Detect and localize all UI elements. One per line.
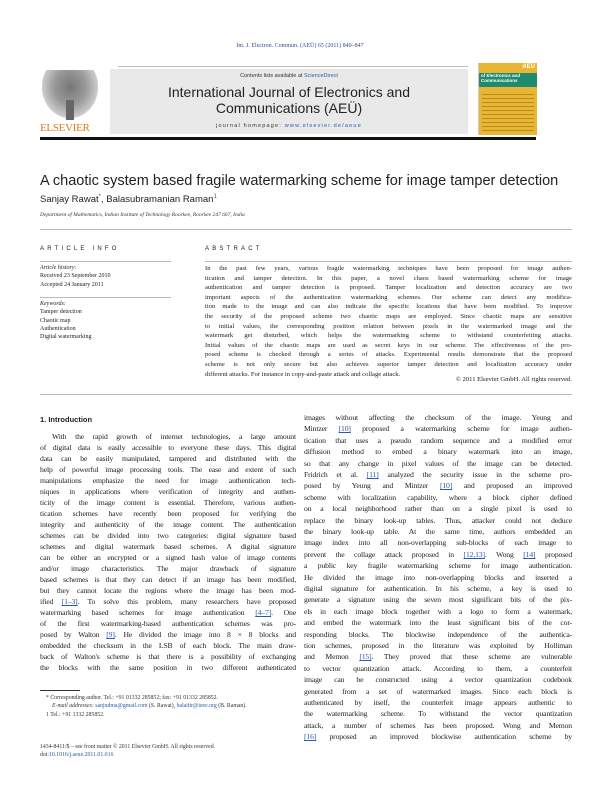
abstract-line: posed scheme is checked through a series of attacks. Experimental results demonstrate that the proposed xyxy=(205,351,572,359)
text-run: diffusion method to embed a binary watermark into an image, xyxy=(304,447,572,457)
text-run: tication that uses a pseudo random sequence and a modified error xyxy=(304,435,572,445)
text-line xyxy=(40,476,296,486)
keyword: Tamper detection xyxy=(40,309,82,316)
text-run: . One xyxy=(271,608,296,617)
citation-link[interactable]: [1–3] xyxy=(61,597,78,606)
text-run: els in each image block together with a logo to form a watermark, xyxy=(304,606,572,616)
citation-link[interactable]: [14] xyxy=(523,549,536,559)
text-line xyxy=(304,630,572,640)
text-run: image index into all non-overlapping sub-blocks of each image to xyxy=(304,538,572,548)
text-line xyxy=(304,436,572,446)
abstract-line: scheme is not only secure but also achieves superior tamper detection and localization accuracy under xyxy=(205,361,572,368)
text-line xyxy=(40,542,296,552)
text-line xyxy=(40,509,296,519)
abstract-line: to initial values, the corresponding position relation between pixels in the watermarked image and the xyxy=(205,322,572,330)
homepage-label: journal homepage: xyxy=(216,123,285,129)
citation-link[interactable]: [9] xyxy=(106,630,115,639)
divider xyxy=(40,261,171,262)
text-line xyxy=(304,516,572,526)
text-run: manipulations emphasize the need for image authentication tech- xyxy=(40,476,296,485)
journal-cover-image xyxy=(478,63,537,135)
text-line xyxy=(304,687,572,697)
accepted-date: Accepted 24 January 2011 xyxy=(40,281,104,288)
text-line xyxy=(304,664,572,674)
text-run: tication schemes have recently been proposed for verifying the xyxy=(40,509,296,518)
divider xyxy=(40,297,171,298)
footnote-mark[interactable]: 1 xyxy=(213,194,217,200)
author-name: Sanjay Rawat xyxy=(40,194,99,206)
footnote-divider xyxy=(40,690,80,691)
email-link[interactable]: balaiitr@ieee.org xyxy=(176,703,217,709)
text-line xyxy=(304,721,572,731)
homepage-link[interactable]: www.elsevier.de/aeue xyxy=(284,123,362,129)
contents-line xyxy=(110,73,468,79)
header-bar xyxy=(40,137,536,140)
journal-title xyxy=(110,84,468,116)
text-line xyxy=(304,493,572,503)
text-line xyxy=(40,597,296,607)
text-line xyxy=(40,454,296,464)
email-link[interactable]: sanjudma@gmail.com xyxy=(95,703,148,709)
journal-title-line1: International Journal of Electronics and xyxy=(167,84,411,100)
text-run: data can be easily manipulated, tampered and distributed with the xyxy=(40,454,296,463)
text-run: authenticated by itself, the counterfeit image appears authentic to xyxy=(304,698,572,707)
text-run: help of powerful image processing tools. The ease and extent of such xyxy=(40,465,296,474)
text-run: niques in applications where verification of integrity and authen- xyxy=(40,487,296,496)
text-run: back of Walton's scheme is that there is a possibility of exchanging xyxy=(40,652,296,661)
article-info-heading: ARTICLE INFO xyxy=(40,246,120,252)
doi-label: doi: xyxy=(40,752,50,758)
text-run: responding blocks. The blockwise independence of the authentica- xyxy=(304,629,572,639)
citation-link[interactable]: [12,13] xyxy=(463,549,485,559)
abstract-line: watermark get disturbed, which helps the watermarking scheme to withstand counterfeiting attacks. xyxy=(205,332,572,340)
journal-homepage xyxy=(110,123,468,129)
text-line xyxy=(40,553,296,563)
text-run: the watermarking scheme. To withstand the vector quantization xyxy=(304,709,572,719)
corresponding-mark[interactable]: * xyxy=(98,194,101,200)
header-divider xyxy=(118,66,468,67)
received-date: Received 23 September 2010 xyxy=(40,273,111,280)
text-line xyxy=(304,652,572,662)
keywords xyxy=(40,300,91,341)
text-line xyxy=(304,675,572,685)
keyword: Chaotic map xyxy=(40,317,71,324)
abstract-line: important aspects of the authentication watermarking schemes. Our scheme can detect any modifica- xyxy=(205,293,572,301)
text-run: He divided the image into non-overlapping blocks and inserted a xyxy=(304,572,572,582)
text-line xyxy=(40,520,296,530)
text-run: the binary look-up table. At the same time, authors embedded an xyxy=(304,527,572,536)
article-title: A chaotic system based fragile watermarking scheme for image tamper detection xyxy=(40,173,559,189)
keyword: Authentication xyxy=(40,325,76,332)
text-run: proposed xyxy=(535,549,573,559)
citation-link[interactable]: [15] xyxy=(359,652,372,662)
text-run: prevent the collage attack proposed in xyxy=(304,549,464,559)
text-run: schemes and digital watermark based schemes. A digital signature xyxy=(40,542,296,551)
abstract-line: tion made to the image and can also indicate the specific locations that have been modified. To improve xyxy=(205,303,572,311)
text-run: and/or image characteristics. The major drawback of signature xyxy=(40,564,296,573)
text-run: so that any change in pixel values of the image can be detected. xyxy=(304,458,572,468)
text-line xyxy=(304,481,572,491)
email-owner: (B. Raman). xyxy=(216,703,247,709)
text-run: on a local neighborhood rather than on a single pixel is used to xyxy=(304,504,572,514)
text-line xyxy=(40,443,296,453)
text-line xyxy=(304,573,572,583)
doi-line xyxy=(40,751,113,759)
text-run: . Wong xyxy=(484,549,524,559)
text-line xyxy=(40,619,296,629)
keywords-label: Keywords: xyxy=(40,301,66,307)
text-line xyxy=(40,630,296,640)
text-line xyxy=(304,550,572,560)
text-line xyxy=(304,709,572,719)
text-run: scheme with localization capability, where a block cipher defined xyxy=(304,492,572,502)
text-line xyxy=(304,595,572,605)
sciencedirect-link[interactable]: ScienceDirect xyxy=(303,73,338,79)
email-label: E-mail addresses: xyxy=(52,703,96,709)
abstract-line: tication and tamper detection. In this paper, a novel chaos based watermarking scheme for image xyxy=(205,274,572,282)
abstract-line: In the past few years, various fragile watermarking techniques have been proposed for image authen- xyxy=(205,265,572,272)
publisher-name: ELSEVIER xyxy=(40,122,90,134)
text-run: and embed the watermark into the least significant bits of the cor- xyxy=(304,618,572,628)
text-line xyxy=(40,663,296,673)
text-line xyxy=(304,424,572,434)
text-line xyxy=(40,487,296,497)
text-line xyxy=(304,538,572,548)
text-run: ticity of the image content is essential. Therefore, various authen- xyxy=(40,498,296,507)
text-run: generate a signature using the seven most significant bits of the pix- xyxy=(304,595,572,605)
text-line xyxy=(304,527,572,537)
text-line xyxy=(304,561,572,571)
author-name: Balasubramanian Raman xyxy=(106,194,214,206)
text-run: proposed a watermarking scheme for image authen- xyxy=(350,424,572,434)
text-line xyxy=(304,584,572,594)
text-run: and Memon xyxy=(304,652,360,662)
cover-badge: AEÜ xyxy=(522,64,535,70)
citation-link[interactable]: [11] xyxy=(366,470,379,479)
text-run: of the first watermarking-based authentication schemes was pro- xyxy=(40,619,296,628)
text-run: to vector quantization attack. According to them, a counterfeit xyxy=(304,663,572,673)
text-line xyxy=(304,698,572,708)
text-run: schemes can be divided into two categories: digital signature based xyxy=(40,531,296,540)
text-line xyxy=(40,652,296,662)
text-run: . He divided the image into 8 × 8 blocks and xyxy=(114,630,296,639)
text-run: images without affecting the checksum of the image. Yeung and xyxy=(304,413,572,422)
text-run: posed by Yeung and Mintzer xyxy=(304,481,440,491)
text-run: attack, a number of schemes has been proposed. Wong and Memon xyxy=(304,720,572,730)
text-line xyxy=(40,564,296,574)
text-line xyxy=(40,465,296,475)
citation-link[interactable]: [10] xyxy=(439,481,453,491)
text-line xyxy=(40,608,296,618)
text-line xyxy=(40,641,296,651)
footnote-emails xyxy=(52,702,247,710)
abstract-line: different attacks. For instance in copy-and-paste attack and collage attack. xyxy=(205,370,401,378)
text-line xyxy=(304,459,572,469)
text-run: ified xyxy=(40,597,62,606)
citation-link[interactable]: [16] xyxy=(304,732,317,742)
text-run: the blocks with the same position in two different authenticated xyxy=(40,663,296,672)
copyright: © 2011 Elsevier GmbH. All rights reserved. xyxy=(455,376,572,383)
text-run: but they cannot locate the regions where the image has been mod- xyxy=(40,586,296,595)
text-line xyxy=(304,504,572,514)
citation-link[interactable]: [10] xyxy=(338,424,351,434)
text-line xyxy=(304,607,572,617)
text-line xyxy=(40,432,296,442)
text-line xyxy=(304,732,572,742)
affiliation: Department of Mathematics, Indian Institute of Technology Roorkee, Roorkee 247 667, India xyxy=(40,212,245,218)
text-line xyxy=(304,641,572,651)
text-run: proposed an improved blockwise authentication scheme by xyxy=(316,732,572,742)
text-line xyxy=(304,470,572,480)
journal-citation: Int. J. Electron. Commun. (AEÜ) 65 (2011) 840–847 xyxy=(236,43,364,49)
text-run: replace the binary look-up tables. Thus, attacker could not deduce xyxy=(304,515,572,525)
abstract-heading: ABSTRACT xyxy=(205,246,263,252)
cover-title: of Electronics and Communications xyxy=(479,73,537,87)
issn-line: 1434-8411/$ – see front matter © 2011 Elsevier GmbH. All rights reserved. xyxy=(40,744,216,750)
footnote-corresponding: * Corresponding author. Tel.: +91 01332 285852; fax: +91 01332 285852. xyxy=(46,695,219,701)
text-run: digital signature for authentication. In his scheme, a key is used to xyxy=(304,584,572,593)
text-run: Fridrich et al. xyxy=(304,470,367,479)
text-line xyxy=(40,531,296,541)
text-run: of digital data is easily accessible to everyone these days. This digital xyxy=(40,443,296,452)
text-run: posed by Walton xyxy=(40,630,107,639)
text-run: . To solve this problem, many researchers have proposed xyxy=(77,597,296,606)
cover-contents xyxy=(482,91,534,131)
text-run: and proposed an improved xyxy=(452,481,572,491)
text-run: can be either an encrypted or a signed hash value of image contents xyxy=(40,553,296,562)
text-run: based schemes is that they can detect if an image has been modified, xyxy=(40,575,296,584)
tree-trunk-icon xyxy=(66,100,74,120)
section-heading: 1. Introduction xyxy=(40,415,93,424)
keyword: Digital watermarking xyxy=(40,334,92,341)
divider xyxy=(205,261,572,262)
text-line xyxy=(40,498,296,508)
text-run: With the rapid growth of internet technologies, a large amount xyxy=(52,432,296,441)
abstract-line: authentication and tamper detection is proposed. Tamper localization and detection accuracy are two xyxy=(205,284,572,292)
text-run: . They proved that these scheme are vulnerable xyxy=(371,652,573,662)
doi-link[interactable]: 10.1016/j.aeue.2011.01.016 xyxy=(49,752,114,758)
journal-title-line2: Communications (AEÜ) xyxy=(215,100,363,116)
citation-link[interactable]: [4–7] xyxy=(255,608,272,617)
divider xyxy=(40,229,572,230)
text-run: a public key fragile watermarking scheme for image authentication. xyxy=(304,561,572,571)
text-line xyxy=(304,447,572,457)
text-line xyxy=(40,575,296,585)
author-separator: , xyxy=(100,194,107,206)
history-label: Article history: xyxy=(40,265,77,271)
text-run: generated from a set of watermarked images. Since each block is xyxy=(304,686,572,696)
text-run: image can be constructed using a vector quantization codebook xyxy=(304,675,572,685)
text-line xyxy=(40,586,296,596)
text-run: integrity and authenticity of the image content. The authentication xyxy=(40,520,296,529)
authors xyxy=(40,194,217,205)
text-line xyxy=(304,618,572,628)
abstract-line: the security of the proposed scheme two chaotic maps are employed. Since chaotic maps are sensitive xyxy=(205,313,572,320)
text-line xyxy=(304,413,572,423)
footnote-tel: 1 Tel.: +91 1332 285852. xyxy=(46,712,105,718)
abstract-line: Initial values of the chaotic maps are used as secret keys in our scheme. The effectiveness of the pro- xyxy=(205,341,572,349)
article-history xyxy=(40,264,110,289)
divider xyxy=(40,394,572,395)
text-run: analyzed the security issue in the scheme pro- xyxy=(378,470,572,479)
text-run: watermarking based schemes for image authentication xyxy=(40,608,256,617)
elsevier-logo xyxy=(40,70,102,134)
text-run: tion schemes, proposed in the literature was exploited by Holliman xyxy=(304,641,572,650)
text-run: embedded the checksum in the LSB of each block. The main draw- xyxy=(40,641,296,650)
text-run: Mintzer xyxy=(304,424,339,434)
email-owner: (S. Rawat), xyxy=(147,703,177,709)
contents-prefix: Contents lists available at xyxy=(240,73,304,79)
